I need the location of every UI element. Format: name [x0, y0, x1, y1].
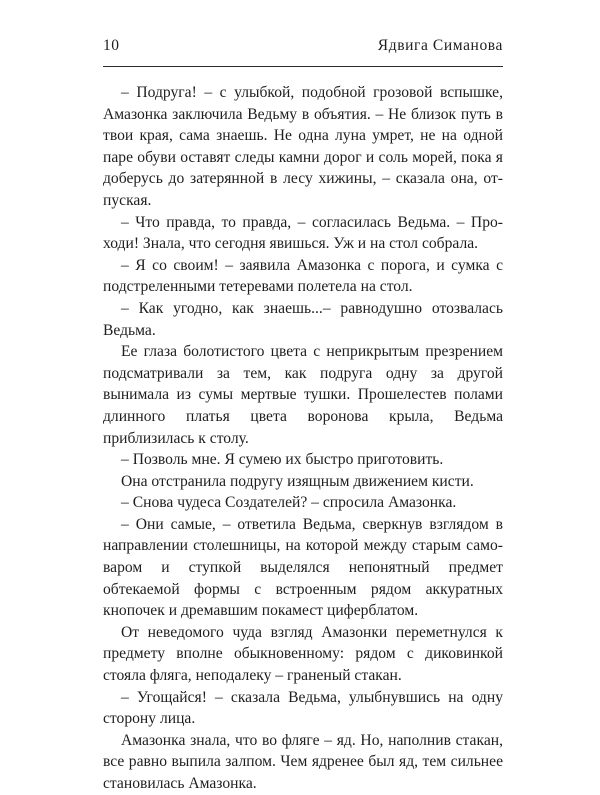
- paragraph: Амазонка знала, что во фляге – яд. Но, наполнив стакан, все равно выпила залпом. Чем ядренее был яд, тем сильнее становилась Амазонка.: [103, 731, 503, 792]
- paragraph: – Как угодно, как знаешь...– равнодушно отозвалась Ведьма.: [103, 299, 503, 339]
- paragraph: – Что правда, то правда, – согласилась Ведьма. – Проходи! Знала, что сегодня явишься. Уж и на стол собрала.: [103, 213, 503, 253]
- paragraph: От неведомого чуда взгляд Амазонки переметнулся к предмету вполне обыкновенному: рядом с диковинкой стояла фляга, неподалеку – граненый стакан.: [103, 623, 503, 685]
- paragraph: – Снова чудеса Создателей? – спросила Амазонка.: [121, 494, 457, 512]
- paragraph: – Угощайся! – сказала Ведьма, улыбнувшись на одну сторону лица.: [103, 688, 503, 728]
- paragraph: Ее глаза болотистого цвета с неприкрытым презрением подсматривали за тем, как подруга одну за другой вынимала из сумы мертвые тушки. Прошелестев полами длинного платья цвета воронова крыла, Ведьма приблизилась к столу.: [103, 343, 503, 447]
- running-title: Ядвига Симанова: [377, 37, 503, 54]
- paragraph: Она отстранила подругу изящным движением кисти.: [121, 472, 474, 490]
- page-number: 10: [103, 37, 120, 54]
- paragraph: – Подруга! – с улыбкой, подобной грозовой вспышке, Амазонка заключила Ведьму в объятия. – Не близок путь в твои края, сама знаешь. Не одна луна умрет, не на одной паре обуви оставят следы камни дорог и соль морей, пока я доберусь до затерянной в лесу хижины, – сказала она, отпуская.: [103, 84, 503, 209]
- paragraph: – Они самые, – ответила Ведьма, сверкнув взглядом в направлении столешницы, на которой между старым самоваром и ступкой выделялся непонятный предмет обтекаемой формы с встроенным рядом аккуратных кнопочек и дремавшим покамест циферблатом.: [103, 515, 503, 620]
- paragraph: – Позволь мне. Я сумею их быстро приготовить.: [121, 451, 444, 469]
- header-rule: [103, 66, 503, 67]
- paragraph: – Я со своим! – заявила Амазонка с порога, и сумка с подстреленными тетеревами полетела на стол.: [103, 256, 503, 296]
- body-text: [103, 82, 503, 795]
